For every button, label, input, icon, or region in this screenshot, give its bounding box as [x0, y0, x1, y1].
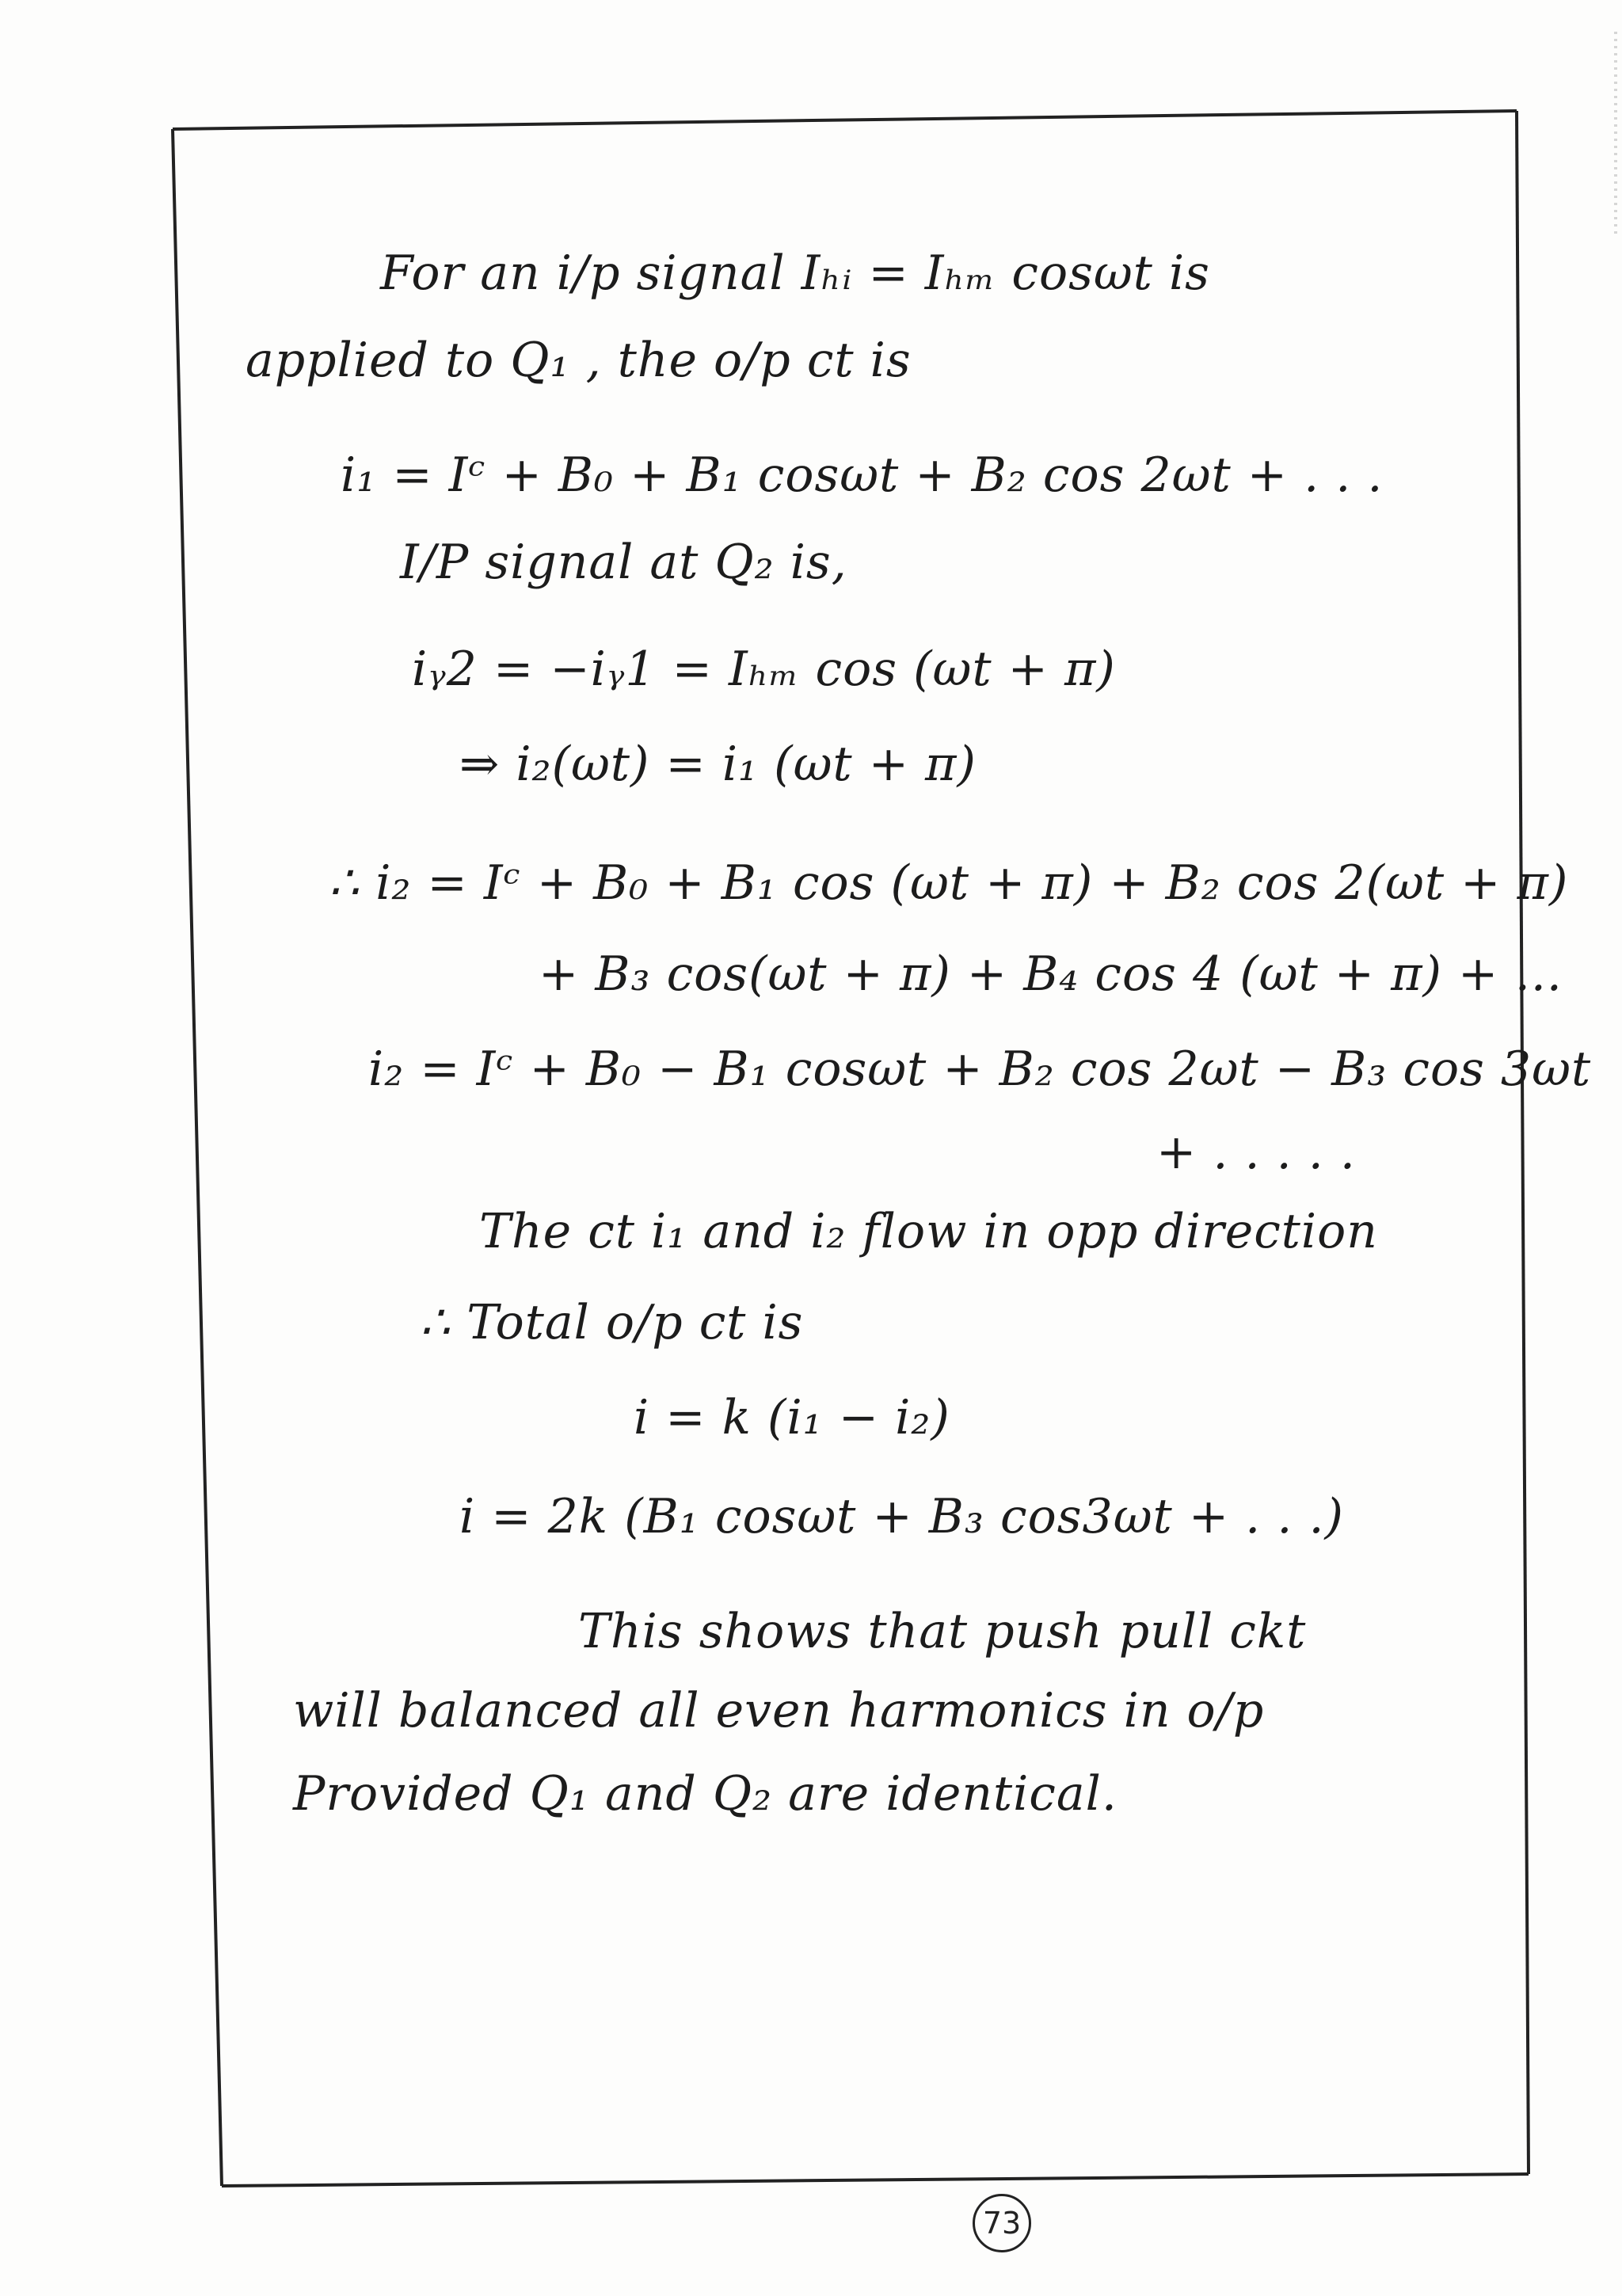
text-line-13: i = k (i₁ − i₂)	[634, 1390, 950, 1445]
text-line-5: iᵧ2 = −iᵧ1 = Iₕₘ cos (ωt + π)	[412, 642, 1116, 697]
text-line-3: i₁ = Iᶜ + B₀ + B₁ cosωt + B₂ cos 2ωt + . . .	[341, 447, 1384, 503]
text-line-8: + B₃ cos(ωt + π) + B₄ cos 4 (ωt + π) + …	[539, 946, 1563, 1002]
text-line-4: I/P signal at Q₂ is,	[400, 535, 847, 590]
page-number-badge: 73	[973, 2194, 1031, 2252]
text-line-1: For an i/p signal Iₕᵢ = Iₕₘ cosωt is	[380, 246, 1210, 301]
text-line-14: i = 2k (B₁ cosωt + B₃ cos3ωt + . . .)	[459, 1489, 1344, 1544]
text-line-17: Provided Q₁ and Q₂ are identical.	[293, 1766, 1118, 1822]
text-line-11: The ct i₁ and i₂ flow in opp direction	[479, 1204, 1378, 1259]
text-line-2: applied to Q₁ , the o/p ct is	[246, 333, 912, 388]
text-line-16: will balanced all even harmonics in o/p	[293, 1683, 1265, 1738]
text-line-9: i₂ = Iᶜ + B₀ − B₁ cosωt + B₂ cos 2ωt − B₃ cos 3ωt	[368, 1041, 1592, 1097]
text-line-7: ∴ i₂ = Iᶜ + B₀ + B₁ cos (ωt + π) + B₂ cos 2(ωt + π)	[329, 855, 1569, 911]
scan-edge-mark	[1614, 32, 1617, 238]
text-line-12: ∴ Total o/p ct is	[420, 1295, 804, 1350]
text-line-10: + . . . . .	[1156, 1125, 1356, 1180]
text-line-6: ⇒ i₂(ωt) = i₁ (ωt + π)	[459, 737, 977, 792]
text-line-15: This shows that push pull ckt	[578, 1604, 1307, 1659]
